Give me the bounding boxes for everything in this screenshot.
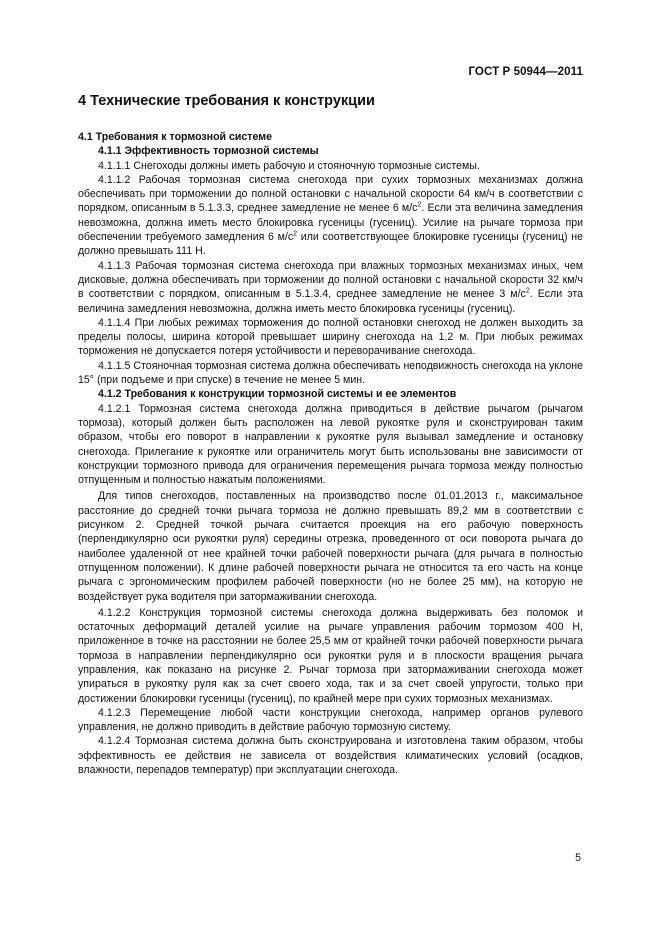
clause-4-1-2-4: 4.1.2.4 Тормозная система должна быть сконструирована и изготовлена таким образом, чтобы эффективность ее действия не зависела от воздействия климатических условий (осадков, влажности, перепадов температур) при эксплуатации снегохода. [78, 735, 583, 777]
section-title: 4 Технические требования к конструкции [78, 93, 375, 109]
subsection-4-1-title: 4.1 Требования к тормозной системе [78, 131, 272, 143]
clause-text: или соответствующее блокировке гусеницы (гусениц) не должно превышать 111 Н. [78, 231, 583, 258]
subsection-4-1-2-title: 4.1.2 Требования к конструкции тормозной системы и ее элементов [98, 388, 457, 401]
clause-4-1-2-2: 4.1.2.2 Конструкция тормозной системы снегохода должна выдерживать без поломок и остаточных деформаций деталей усилие на рычаге управления рабочим тормозом 400 Н, приложенное в точке на расстоянии не более 25,5 мм от крайней точки рабочей поверхности рычага тормоза в направлении перпендикулярно оси рукоятки руля и в плоскости вращения рычага управления, как показано на рисунке 2. Рычаг тормоза при затормаживании снегохода может упираться в рукоятку руля как за счет своего хода, так и за счет своей упругости, только при достижении блокировки гусеницы (гусениц), по крайней мере при сухих тормозных механизмах. [78, 606, 583, 705]
subsection-4-1-1-title: 4.1.1 Эффективность тормозной системы [98, 145, 319, 158]
superscript: 2 [417, 201, 422, 209]
clause-text: 4.1.1.2 Рабочая тормозная система снегохода при сухих тормозных механизмах должна обеспечивать при торможении до полной остановки с начальной скорости 64 км/ч в соответствии с порядком, описанным в 5.1.3.3, среднее замедление не менее 6 м/с [78, 173, 583, 215]
clause-text: . Если эта величина замедления невозможна, должна иметь место блокировка гусеницы (гусениц). Усилие на рычаге тормоза при обеспечении требуемого замедления 6 м/с [78, 202, 584, 244]
document-id: ГОСТ Р 50944—2011 [468, 66, 583, 78]
clause-4-1-2-1: 4.1.2.1 Тормозная система снегохода должна приводиться в действие рычагом (рычагом тормоза), который должен быть расположен на левой рукоятке руля и сконструирован таким образом, чтобы его поворот в направлении к рукоятке руля вызывал замедление и остановку снегохода. Прилегание к рукоятке или ограничитель могут быть использованы вне зависимости от конструкции тормозного привода для ограничения перемещения рычага тормоза между полностью отпущенным и полностью нажатым положениями. [78, 402, 583, 487]
clause-4-1-1-4: 4.1.1.4 При любых режимах торможения до полной остановки снегоход не должен выходить за пределы полосы, ширина которой превышает ширину снегохода на 1,2 м. При любых режимах торможения не допускается потеря устойчивости и переворачивание снегохода. [78, 316, 583, 358]
clause-4-1-2-3: 4.1.2.3 Перемещение любой части конструкции снегохода, например органов рулевого управления, не должно приводить в действие рабочую тормозную систему. [78, 706, 583, 734]
page-number: 5 [575, 852, 581, 864]
clause-4-1-1-2 [78, 173, 583, 259]
clause-text: . Если эта величина замедления невозможна, должна иметь место блокировка гусеницы (гусениц). [78, 288, 583, 315]
page-content [78, 92, 583, 777]
clause-text: 4.1.1.3 Рабочая тормозная система снегохода при влажных тормозных механизмах иных, чем дисковые, должна обеспечивать при торможении до полной остановки с начальной скорости 32 км/ч в соответствии с порядком, описанным в 5.1.3.4, среднее замедление не менее 3 м/с [78, 259, 583, 301]
clause-4-1-2-1-continued: Для типов снегоходов, поставленных на производство после 01.01.2013 г., максимальное расстояние до средней точки рычага тормоза не должно превышать 89,2 мм в соответствии с рисунком 2. Средней точкой рычага считается проекция на его рабочую поверхность (перпендикулярно оси рукоятки руля) середины отрезка, проведенного от оси поворота рычага до наиболее удаленной от нее крайней точки рабочей поверхности рычага (для рычага в полностью отпущенном положении). К длине рабочей поверхности рычага не относится та его часть на конце рычага с эргономическим профилем рабочей поверхности (но не более 25 мм), на которую не воздействует рука водителя при затормаживании снегохода. [78, 490, 583, 603]
clause-4-1-1-5: 4.1.1.5 Стояночная тормозная система должна обеспечивать неподвижность снегохода на уклоне 15° (при подъеме и при спуске) в течение не менее 5 мин. [78, 359, 583, 387]
superscript: 2 [525, 287, 530, 295]
superscript: 2 [293, 230, 298, 238]
clause-4-1-1-1: 4.1.1.1 Снегоходы должны иметь рабочую и стояночную тормозные системы. [98, 159, 480, 172]
clause-4-1-1-3 [78, 259, 583, 316]
